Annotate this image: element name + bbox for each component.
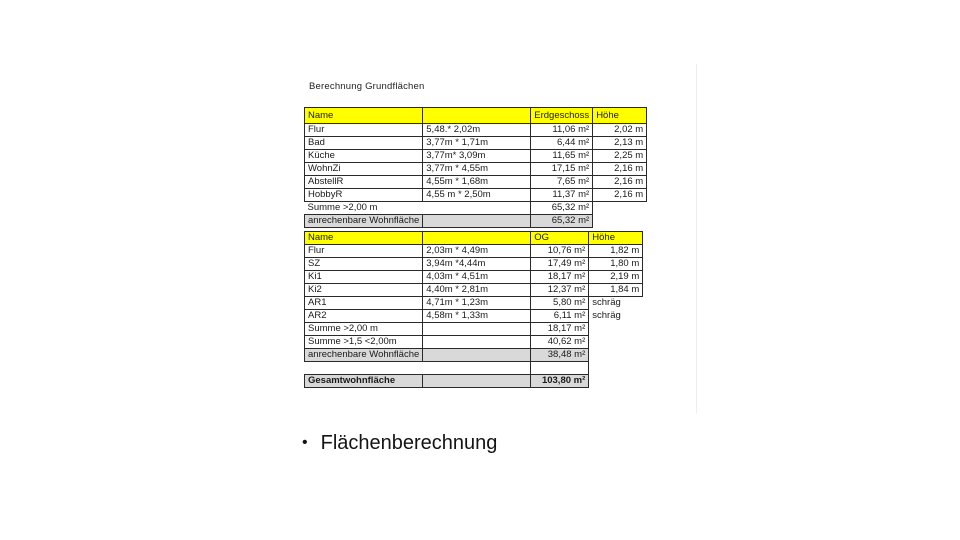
- cell-anrechenbar-blank: [423, 349, 531, 362]
- cell-name: Flur: [305, 124, 423, 137]
- cell-hoehe: 2,25 m: [593, 150, 647, 163]
- cell-dims: 3,94m *4,44m: [423, 258, 531, 271]
- cell-dims: 4,58m * 1,33m: [423, 310, 531, 323]
- bullet-text: Flächenberechnung: [320, 431, 498, 454]
- cell-empty: [593, 215, 647, 228]
- cell-hoehe: 2,13 m: [593, 137, 647, 150]
- cell-summe-label: Summe >1,5 <2,00m: [305, 336, 423, 349]
- table-erdgeschoss: [304, 107, 647, 228]
- cell-anrechenbar-blank: [423, 215, 531, 228]
- header-cell-erdgeschoss: Erdgeschoss: [531, 108, 593, 124]
- cell-empty: [423, 362, 531, 375]
- table-row: [305, 124, 647, 137]
- cell-dims: 4,55 m * 2,50m: [423, 189, 531, 202]
- cell-area: 6,44 m²: [531, 137, 593, 150]
- cell-dims: 4,55m * 1,68m: [423, 176, 531, 189]
- table-row: [305, 258, 643, 271]
- cell-name: Ki1: [305, 271, 423, 284]
- cell-name: Bad: [305, 137, 423, 150]
- table-row-gesamt: [305, 375, 643, 388]
- header-cell-og: OG: [531, 232, 589, 245]
- cell-area: 10,76 m²: [531, 245, 589, 258]
- table-row: [305, 176, 647, 189]
- cell-area: 12,37 m²: [531, 284, 589, 297]
- cell-area: 18,17 m²: [531, 271, 589, 284]
- cell-empty: [589, 362, 643, 375]
- cell-area: 5,80 m²: [531, 297, 589, 310]
- cell-empty-bordered: [531, 362, 589, 375]
- table-row-anrechenbar: [305, 349, 643, 362]
- header-cell-hoehe: Höhe: [593, 108, 647, 124]
- table-row: [305, 232, 643, 245]
- header-cell-blank: [423, 232, 531, 245]
- table-row: [305, 310, 643, 323]
- cell-hoehe: 2,16 m: [593, 189, 647, 202]
- table-row-summe: [305, 323, 643, 336]
- table-row-summe: [305, 202, 647, 215]
- cell-dims: 3,77m * 4,55m: [423, 163, 531, 176]
- table-row: [305, 150, 647, 163]
- cell-anrechenbar-label: anrechenbare Wohnfläche: [305, 215, 423, 228]
- header-cell-name: Name: [305, 108, 423, 124]
- cell-area: 11,65 m²: [531, 150, 593, 163]
- table-row: [305, 189, 647, 202]
- table-row-spacer: [305, 362, 643, 375]
- cell-blank: [423, 336, 531, 349]
- cell-hoehe: 2,02 m: [593, 124, 647, 137]
- cell-summe-area: 18,17 m²: [531, 323, 589, 336]
- cell-name: Küche: [305, 150, 423, 163]
- cell-gesamt-blank: [423, 375, 531, 388]
- header-cell-name: Name: [305, 232, 423, 245]
- cell-summe-area: 65,32 m²: [531, 202, 593, 215]
- cell-hoehe: 2,19 m: [589, 271, 643, 284]
- table-row: [305, 108, 647, 124]
- table-row: [305, 137, 647, 150]
- cell-empty: [305, 362, 423, 375]
- cell-anrechenbar-area: 38,48 m²: [531, 349, 589, 362]
- document-title: Berechnung Grundflächen: [309, 81, 425, 92]
- table-row-anrechenbar: [305, 215, 647, 228]
- pasted-image-edge-line: [696, 64, 697, 413]
- cell-dims: 3,77m* 3,09m: [423, 150, 531, 163]
- cell-name: AbstellR: [305, 176, 423, 189]
- cell-name: WohnZi: [305, 163, 423, 176]
- cell-empty: [589, 375, 643, 388]
- bullet-icon: •: [302, 434, 308, 451]
- cell-gesamt-label: Gesamtwohnfläche: [305, 375, 423, 388]
- cell-empty: [593, 202, 647, 215]
- cell-dims: 4,71m * 1,23m: [423, 297, 531, 310]
- cell-hoehe: 1,84 m: [589, 284, 643, 297]
- cell-empty: [589, 336, 643, 349]
- cell-summe-label: Summe >2,00 m: [307, 202, 378, 213]
- cell-hoehe: 1,80 m: [589, 258, 643, 271]
- cell-area: 17,15 m²: [531, 163, 593, 176]
- cell-hoehe: 1,82 m: [589, 245, 643, 258]
- table-row: [305, 163, 647, 176]
- cell-hoehe-schraeg: schräg: [592, 297, 621, 309]
- cell-hoehe: 2,16 m: [593, 176, 647, 189]
- cell-area: 11,37 m²: [531, 189, 593, 202]
- cell-name: HobbyR: [305, 189, 423, 202]
- cell-hoehe-schraeg: schräg: [592, 310, 621, 321]
- cell-dims: 2,03m * 4,49m: [423, 245, 531, 258]
- cell-anrechenbar-label: anrechenbare Wohnfläche: [305, 349, 423, 362]
- table-row: [305, 284, 643, 297]
- cell-name: Ki2: [305, 284, 423, 297]
- cell-name: AR2: [305, 310, 423, 323]
- header-cell-blank: [423, 108, 531, 124]
- table-obergeschoss: [304, 231, 643, 388]
- cell-dims: 5,48.* 2,02m: [423, 124, 531, 137]
- table-row: [305, 297, 643, 310]
- cell-dims: 4,03m * 4,51m: [423, 271, 531, 284]
- cell-empty: [589, 349, 643, 362]
- cell-summe-area: 40,62 m²: [531, 336, 589, 349]
- bullet-item: [302, 430, 497, 456]
- cell-blank: [423, 323, 531, 336]
- cell-area: 11,06 m²: [531, 124, 593, 137]
- cell-gesamt-area: 103,80 m²: [531, 375, 589, 388]
- table-row-summe: [305, 336, 643, 349]
- header-cell-hoehe: Höhe: [589, 232, 643, 245]
- table-row: [305, 245, 643, 258]
- cell-dims: 3,77m * 1,71m: [423, 137, 531, 150]
- cell-hoehe: 2,16 m: [593, 163, 647, 176]
- cell-summe-label: Summe >2,00 m: [305, 323, 423, 336]
- cell-empty: [589, 323, 643, 336]
- cell-name: AR1: [305, 297, 423, 310]
- cell-area: 7,65 m²: [531, 176, 593, 189]
- cell-name: SZ: [305, 258, 423, 271]
- cell-name: Flur: [305, 245, 423, 258]
- cell-area: 6,11 m²: [531, 310, 589, 323]
- cell-dims: 4,40m * 2,81m: [423, 284, 531, 297]
- cell-area: 17,49 m²: [531, 258, 589, 271]
- cell-anrechenbar-area: 65,32 m²: [531, 215, 593, 228]
- table-row: [305, 271, 643, 284]
